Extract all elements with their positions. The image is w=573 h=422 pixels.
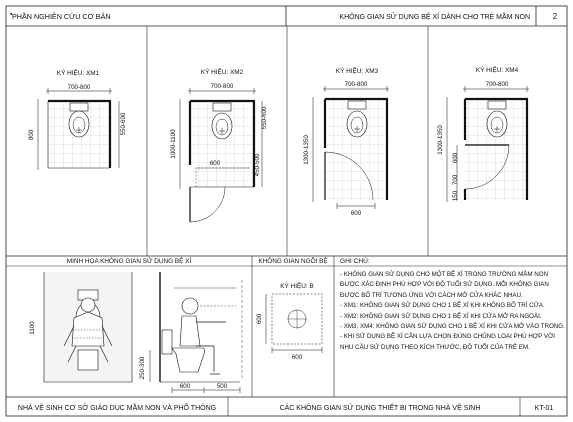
plan-xm3-dim-left: 1300-1350 <box>303 135 310 165</box>
illustration-dim-height: 1100 <box>29 321 36 335</box>
plan-xm3-dim-top: 700-800 <box>344 81 368 88</box>
note-item: - KHI SỬ DỤNG BỆ XÍ CẦN LỰA CHỌN ĐÚNG CHỦNG LOẠI PHÙ HỢP VỚI NHU CẦU SỬ DỤNG THEO KÍCH THƯỚC, ĐỘ TUỔI CỦA TRẺ EM. <box>340 333 555 351</box>
seat-space-title: KHÔNG GIAN NGỒI BỆ <box>258 258 328 265</box>
footer-code: KT-01 <box>534 405 554 412</box>
seat-space <box>256 255 328 361</box>
plan-xm2 <box>170 67 268 222</box>
plan-xm1-dim-left: 800 <box>28 129 35 141</box>
plan-xm1-label: KÝ HIỆU: XM1 <box>56 70 100 77</box>
footer-left: NHÀ VỆ SINH CƠ SỞ GIÁO DỤC MẦM NON VÀ PHỔ THÔNG <box>17 405 217 412</box>
notes-list <box>340 270 565 353</box>
plan-xm3-dim-bottom: 600 <box>350 210 362 217</box>
seat-space-dim-bottom: 600 <box>291 354 303 361</box>
note-item: - KHÔNG GIAN SỬ DỤNG CHO MỘT BỆ XÍ TRONG TRƯỜNG MẦM NON ĐƯỢC XÁC ĐỊNH PHÙ HỢP VỚI ĐỘ TUỔI SỬ DỤNG. MỖI KHÔNG GIAN ĐƯỢC BỐ TRÍ TƯƠNG ỨNG VỚI CÁCH MỞ CỬA KHÁC NHAU. <box>340 271 549 299</box>
header-center-title: KHÔNG GIAN SỬ DỤNG BỆ XÍ DÀNH CHO TRẺ MẦM NON <box>339 14 530 21</box>
plan-xm2-label: KÝ HIỆU: XM2 <box>200 69 244 76</box>
plan-xm4-dim-left3: 700 <box>452 174 459 186</box>
svg-text:▪: ▪ <box>10 11 13 18</box>
header-left-title: PHẦN NGHIÊN CỨU CƠ BẢN <box>12 12 111 21</box>
plan-xm2-dim-top: 700-800 <box>210 83 234 90</box>
usage-illustration <box>29 256 242 393</box>
note-item: - XM2: KHÔNG GIAN SỬ DỤNG CHO 1 BỆ XÍ KHI CỬA MỞ RA NGOÀI. <box>340 312 542 320</box>
plan-xm3-label: KÝ HIỆU: XM3 <box>335 68 379 75</box>
plan-xm2-dim-left: 1000-1100 <box>170 129 177 159</box>
illustration-dim-b2: 500 <box>216 383 228 390</box>
plan-xm1-dim-right: 550-600 <box>120 112 127 136</box>
notes-title: GHI CHÚ: <box>340 258 370 265</box>
plan-xm4-label: KÝ HIỆU: XM4 <box>475 67 519 74</box>
plan-xm4-dim-left: 1300-1350 <box>437 125 444 155</box>
plan-xm4-dim-top: 700-800 <box>485 81 509 88</box>
illustration-dim-seat: 250-300 <box>139 356 146 380</box>
plan-xm1 <box>28 68 127 170</box>
plan-xm4-dim-left4: 150 <box>452 190 459 202</box>
illustration-title: MINH HỌA KHÔNG GIAN SỬ DỤNG BỆ XÍ <box>66 258 192 265</box>
illustration-dim-b1: 600 <box>179 383 191 390</box>
seat-space-dim-side: 600 <box>256 313 263 325</box>
plan-xm1-dim-top: 700-800 <box>67 84 91 91</box>
note-item: - XM3, XM4: KHÔNG GIAN SỬ DỤNG CHO 1 BỆ XÍ KHI CỬA MỞ VÀO TRONG. <box>340 323 565 331</box>
plan-xm2-dim-bottom: 600 <box>209 160 221 167</box>
plan-xm2-dim-right2: 450-500 <box>254 153 261 177</box>
note-item: - XM1: KHÔNG GIAN SỬ DỤNG CHO 1 BỆ XÍ KHI KHÔNG BỐ TRÍ CỬA. <box>340 302 545 310</box>
footer-center: CÁC KHÔNG GIAN SỬ DỤNG THIẾT BỊ TRONG NHÀ VỆ SINH <box>279 405 481 412</box>
seat-space-label: KÝ HIỆU: B <box>280 283 314 290</box>
plan-xm4 <box>437 65 529 202</box>
plan-xm3 <box>303 66 389 217</box>
page-number: 2 <box>552 12 558 21</box>
plan-xm2-dim-right: 550-600 <box>261 106 268 130</box>
plan-xm4-dim-left2: 600 <box>452 152 459 164</box>
